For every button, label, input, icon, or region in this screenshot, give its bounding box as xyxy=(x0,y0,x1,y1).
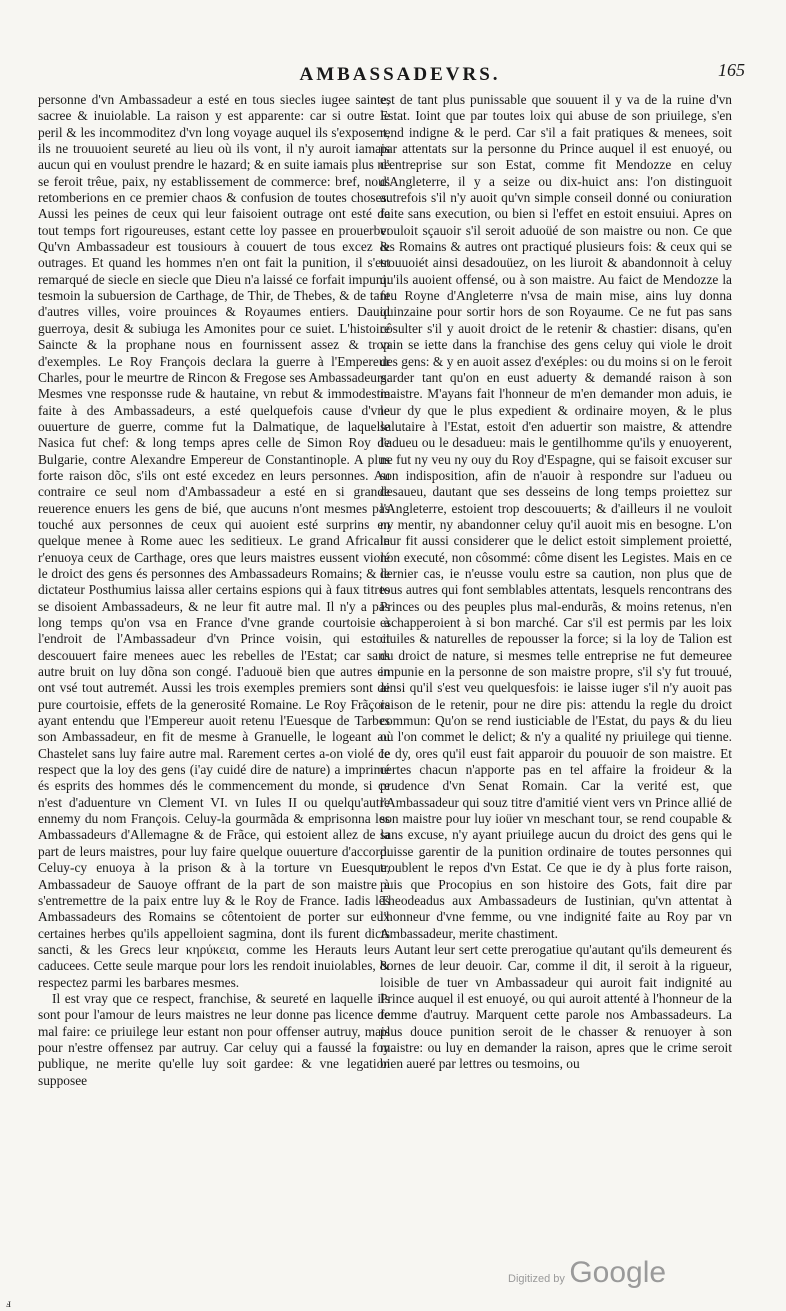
watermark-brand: Google xyxy=(569,1256,667,1289)
corner-mark: ⅎ xyxy=(6,1296,11,1310)
paragraph: personne d'vn Ambassadeur a esté en tous siecles iugee sainte, sacree & inuiolable. La raison y est apparente: car si outre le peril & les incommoditez d'vn long voyage auquel ils s'exposent, ils ne trouuoient seureté au lieu où ils vont, il n'y auroit iamais aucun qui en voulust prendre le hazard; & en suite iamais plus ne se feroit trêue, paix, ny establissement de commerce: bref, nous retomberions en ce premier chaos & confusion de toutes choses. Aussi les peines de ceux qui leur faisoient outrage ont esté de tout temps fort rigoureuses, estant cette loy passee en prouerbe: Qu'vn Ambassadeur est tousiours à couuert de tous excez & outrages. Et quand les hommes n'en ont fait la punition, il s'est remarqué de siecle en siecle que Dieu n'a laissé ce forfait impuni: tesmoin la subuersion de Carthage, de Thir, de Thebes, & de tant d'autres villes, voire prouinces & Royaumes entiers. Dauid guerroya, desit & subiuga les Amonites pour ce suiet. L'histoire Saincte & la prophane nous en fournissent assez & trop d'exemples. Le Roy François declara la guerre à l'Empereur Charles, pour le meurtre de Rincon & Fregose ses Ambassadeurs. Mesmes vne responsse rude & hautaine, vn rebut & immodestie faite à des Ambassadeurs, a esté quelquefois cause d'vne ouuerture de guerre, comme fut la Dalmatique, de laquelle Nasica fut chef: & long temps apres celle de Simon Roy de Bulgarie, contre Alexandre Empereur de Constantinople. A plus forte raison dõc, s'ils ont esté excedez en leurs personnes. Au contraire ce seul nom d'Ambassadeur a esté en si grande reuerence enuers les gens de bié, que aucuns n'ont mesmes pas touché aux personnes de ceux qui auoient esté surprins en quelque menee à Rome auec les seditieux. Le grand Africain r'enuoya ceux de Carthage, ores que leurs maistres eussent violé le droict des gens és personnes des Ambassadeurs Romains; & le dictateur Posthumius laissa aller certains espions qui à faux titres se disoient Ambassadeurs, & ne leur fit autre mal. Il n'y a pas long temps qu'on vsa en France d'vne grande courtoisie à l'endroit de l'Ambassadeur d'vn Prince voisin, qui estoit descouuert faire menees auec les rebelles de l'Estat; car sans autre bruit on luy dõna son congé. I'aduouë bien que autres en ont vsé tout autremét. Aussi les trois exemples premiers sont de pure courtoisie, effets de la generosité Romaine. Le Roy Frãçois ayant entendu que l'Empereur auoit retenu l'Euesque de Tarbes son Ambassadeur, en fit de mesme à Granuelle, le logeant au Chastelet sans luy faire autre mal. Rarement certes a-on violé ce respect que la loy des gens (i'ay cuidé dire de nature) a imprimé és esprits des hommes dés le commencement du monde, si ce n'est d'aduenture vn Clement VI. vn Iules II ou quelqu'autre ennemy du nom François. Celuy-la gourmãda & emprisonna les Ambassadeurs d'Allemagne & de Frãce, qui estoient allez de la part de leurs maistres, pour luy faire quelque ouuerture d'accord. Celuy-cy enuoya à la prison & à la torture vn Euesque, Ambassadeur de Sauoye offrant de la part de son maistre à s'entremettre de la paix entre luy & le Roy de France. Iadis les Ambassadeurs des Romains se côtentoient de porter sur eux certaines herbes qu'ils appelloient sagmina, dont ils furent dicts sancti, & les Grecs leur κηρύκεια, comme les Herauts leurs caducees. Cette seule marque pour lors les rendoit inuiolables, & respectez parmi les barbares mesmes. xyxy=(38,92,390,990)
text-column-left xyxy=(38,92,390,1182)
running-header-title: AMBASSADEVRS. xyxy=(299,64,501,85)
paragraph: est de tant plus punissable que souuent il y va de la ruine d'vn Estat. Ioint que par toutes loix qui abuse de son priuilege, s'en rend indigne & le perd. Car s'il a fait pratiques & menees, soit par attentats sur la personne du Prince auquel il est enuoyé, ou d'entreprise sur son Estat, comme fit Mendozze en celuy d'Angleterre, il y a seize ou dix-huict ans: l'on distinguoit autrefois s'il n'y auoit qu'vn simple conseil donné ou coniuration faite sans execution, ou bien si l'effet en estoit ensuiui. Apres on vouloit sçauoir s'il seroit aduoüé de son maistre ou non. Ce que les Romains & autres ont practiqué plusieurs fois: & ceux qui se trouuoiét ainsi desadouüez, on les liuroit & abandonnoit à celuy qu'ils auoient offensé, ou à son maistre. Au faict de Mendozze la feu Royne d'Angleterre n'vsa de main mise, ains luy donna quinzaine pour sortir hors de son Royaume. Ce ne fut pas sans côsulter s'il y auoit droict de le retenir & chastier: disans, qu'en vain se iette dans la franchise des gens celuy qui viole le droit des gens: & y en auoit assez d'exéples: ou du moins si on le feroit garder tant qu'on en eust aduerty & demandé raison à son maistre. M'ayans fait l'honneur de m'en demander mon aduis, ie leur dy que le plus expedient & ordinaire moyen, & le plus salutaire à l'Estat, estoit d'en aduertir son maistre, & attendre l'adueu ou le desadueu: mais le gentilhomme qu'ils y enuoyerent, ne fut ny veu ny ouy du Roy d'Espagne, qui se faisoit excuser sur son indisposition, afin de n'auoir à respondre sur l'adueu ou desaueu, dautant que ses desseins de long temps proiettez sur l'Angleterre, estoient trop descouuerts; & d'ailleurs il ne vouloit ny mentir, ny abandonner celuy qu'il auoit mis en besogne. L'on leur fit aussi considerer que le delict estoit simplement proietté, non executé, non côsommé: côme disent les Legistes. Mais en ce dernier cas, ie n'eusse voulu estre sa caution, non plus que de tous autres qui font semblables attentats, lesquels rencontrans des Princes ou des peuples plus mal-endurãs, & moins retenus, n'en eschapperoient à si bon marché. Car s'il est permis par les loix ciuiles & naturelles de repousser la force; si la loy de Talion est du droict de nature, si mesmes telle entreprise ne fut demeuree impunie en la personne de son maistre propre, s'il s'y fut trouué, ainsi qu'il s'est veu quelquesfois: ie laisse iuger s'il n'y auoit pas raison de le retenir, pour ne dire pis: attendu la regle du droict commun: Qu'on se rend iusticiable de l'Estat, du pays & du lieu où l'on commet le delict; & n'y a qualité ny priuilege qui tienne. Ie dy, ores qu'il eust fait apparoir du pouuoir de son maistre. Et certes chacun n'apporte pas en tel affaire la froideur & la prudence d'vn Senat Romain. Car la verité est, que l'Ambassadeur qui souz titre d'amitié vient vers vn Prince allié de son maistre pour luy ioüer vn meschant tour, se rend coupable & sans excuse, n'y ayant priuilege aucun du droict des gens qui le puisse garentir de la punition ordinaire de toutes personnes qui troublent le repos d'vn Estat. Ce que ie dy à plus forte raison, puis que Procopius en son histoire des Gots, fait dire par Theodeadus aux Ambassadeurs de Iustinian, qu'vn attentat à l'honneur d'vne femme, ou vne indignité faite au Roy par vn Ambassadeur, merite chastiment. xyxy=(380,92,732,941)
paragraph: Il est vray que ce respect, franchise, & seureté en laquelle ils sont pour l'amour de leurs maistres ne leur donne pas licence de mal faire: ce priuilege leur estant non pour offenser autruy, mais pour n'estre offensez par autruy. Car celuy qui a faussé la foy publique, ne merite qu'elle luy soit gardee: & vne legation supposee xyxy=(38,990,390,1088)
watermark-prefix: Digitized by xyxy=(508,1273,565,1285)
digitized-watermark xyxy=(508,1256,718,1296)
paragraph: Autant leur sert cette prerogatiue qu'autant qu'ils demeurent és bornes de leur deuoir. Car, comme il dit, il seroit à la rigueur, loisible de tuer vn Ambassadeur qui auroit fait indignité au Prince auquel il est enuoyé, ou qui auroit attenté à l'honneur de la femme d'autruy. Marquent cette parole nos Ambassadeurs. La plus douce punition seroit de le chasser & renuoyer à son maistre: ou luy en demander la raison, apres que le crime seroit bien aueré par lettres ou tesmoins, ou xyxy=(380,941,732,1072)
text-column-right xyxy=(380,92,732,1182)
page-number: 165 xyxy=(718,60,745,80)
